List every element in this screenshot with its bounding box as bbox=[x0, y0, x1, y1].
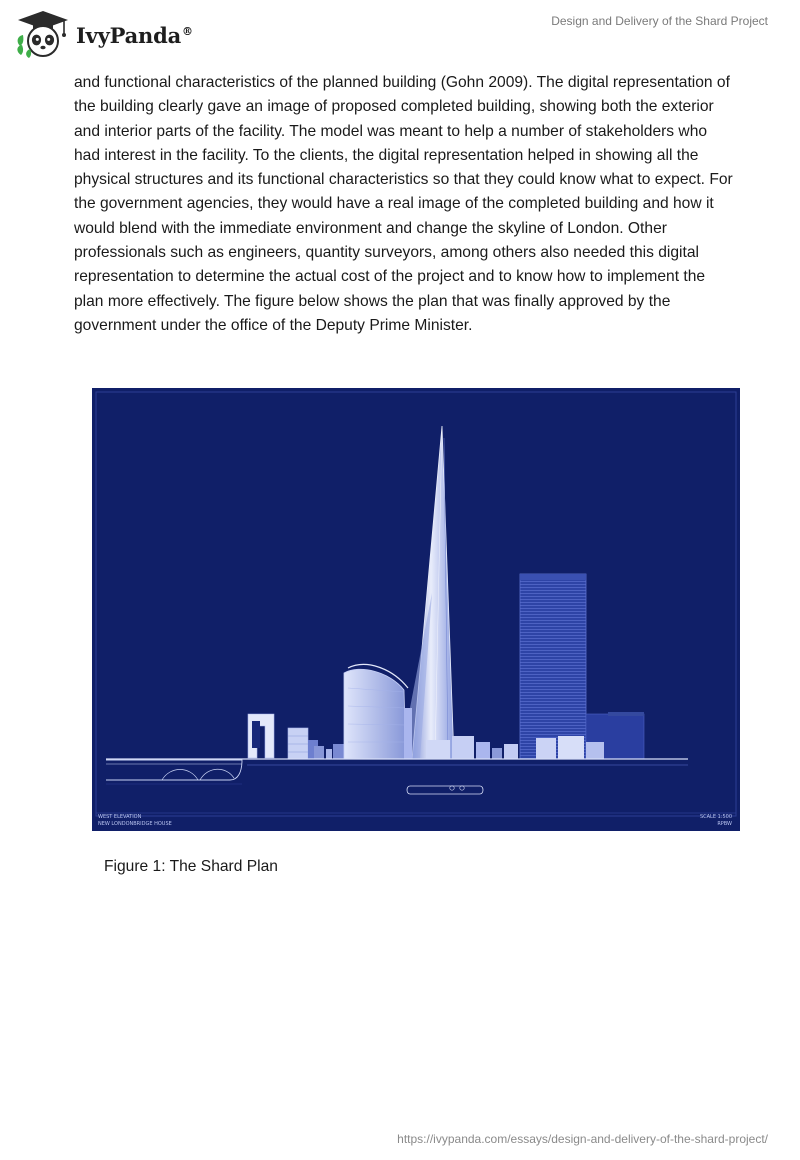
registered-mark: ® bbox=[182, 24, 193, 38]
arch-building bbox=[248, 714, 274, 758]
tall-tower-right bbox=[520, 574, 586, 759]
london-bridge-house bbox=[344, 669, 406, 759]
brand-name: IvyPanda® bbox=[76, 22, 193, 48]
label-scale: SCALE 1:500 bbox=[699, 814, 732, 820]
shard-elevation-drawing bbox=[92, 388, 740, 831]
shard-plan-figure bbox=[92, 388, 740, 831]
low-building-1 bbox=[288, 728, 308, 759]
running-title: Design and Delivery of the Shard Project bbox=[551, 14, 768, 28]
ivypanda-logo[interactable] bbox=[14, 8, 193, 60]
underground-tunnel bbox=[407, 786, 483, 794]
panda-graduate-icon bbox=[14, 8, 72, 60]
source-url[interactable]: https://ivypanda.com/essays/design-and-delivery-of-the-shard-project/ bbox=[397, 1132, 768, 1146]
label-west-elevation: WEST ELEVATION bbox=[98, 814, 142, 820]
label-new-london-bridge-house: NEW LONDONBRIDGE HOUSE bbox=[98, 821, 172, 827]
figure-caption: Figure 1: The Shard Plan bbox=[104, 858, 278, 875]
body-paragraph: and functional characteristics of the planned building (Gohn 2009). The digital representation of the building clearly gave an image of proposed completed building, showing both the exterior and interior parts of the facility. The model was meant to help a number of stakeholders who had interest in the facility. To the clients, the digital representation helped in showing all the physical structures and its functional characteristics so that they could know what to expect. For the government agencies, they would have a real image of the completed building and how it would blend with the immediate environment and change the skyline of London. Other professionals such as engineers, quantity surveyors, among others also needed this digital representation to determine the actual cost of the project and to know how to implement the plan more effectively. The figure below shows the plan that was finally approved by the government under the office of the Deputy Prime Minister. bbox=[74, 74, 733, 334]
low-building-2 bbox=[426, 740, 450, 759]
label-rpbw: RPBW bbox=[717, 821, 732, 827]
